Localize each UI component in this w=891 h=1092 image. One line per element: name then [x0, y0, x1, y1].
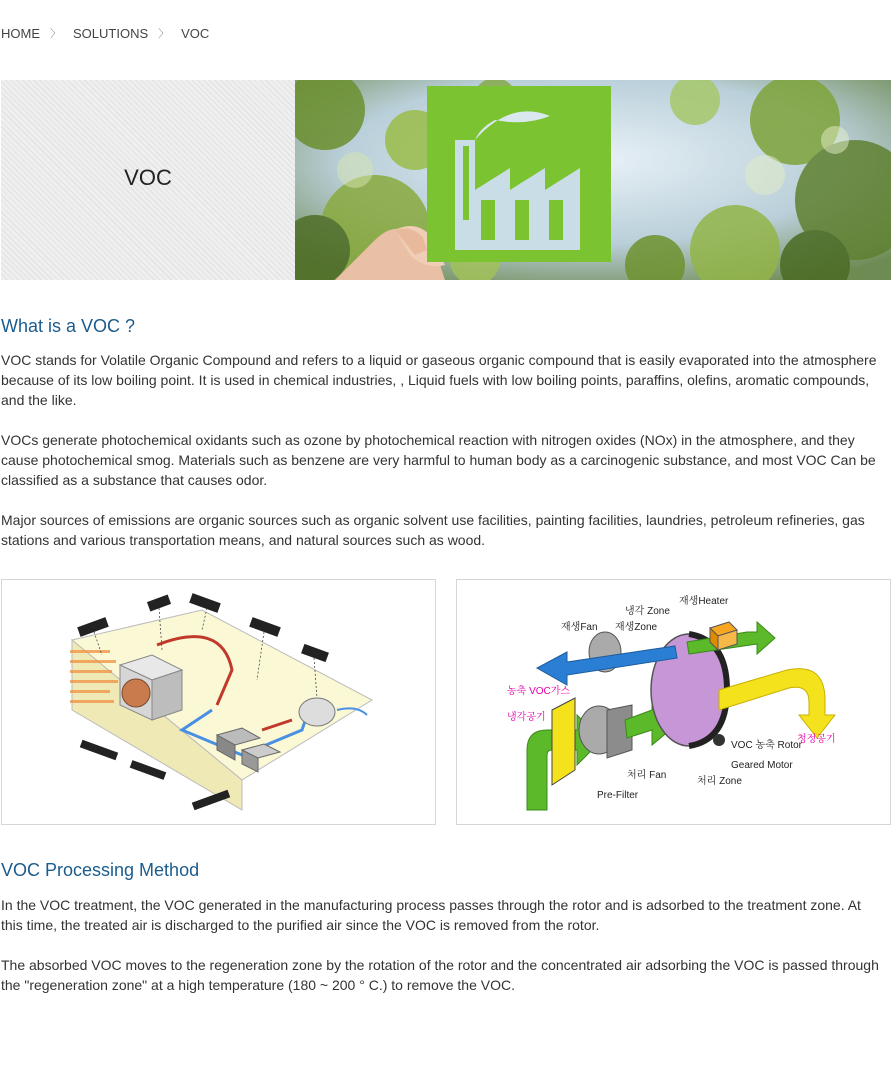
breadcrumb — [1, 25, 209, 41]
breadcrumb-voc[interactable]: VOC — [181, 25, 210, 41]
paragraph-voc-sources: Major sources of emissions are organic sources such as organic solvent use facilities, painting facilities, laundries, petroleum refineries, gas stations and various transportation means, and natural sources such as wood. — [1, 512, 865, 548]
voc-rotor-diagram — [457, 580, 890, 824]
factory-cutout-photo — [295, 80, 891, 280]
label-pre-filter: Pre-Filter — [597, 790, 639, 801]
label-geared-motor: Geared Motor — [731, 760, 793, 771]
label-concentrated-voc-gas: 농축 VOC가스 — [507, 686, 571, 697]
label-voc-rotor: VOC 농축 Rotor — [731, 740, 802, 751]
label-regen-fan: 재생Fan — [561, 622, 598, 633]
breadcrumb-solutions[interactable]: SOLUTIONS — [73, 25, 149, 41]
label-regen-zone: 재생Zone — [615, 622, 658, 633]
label-cool-zone: 냉각 Zone — [625, 606, 670, 617]
hero-title-panel — [1, 80, 295, 280]
label-process-zone: 처리 Zone — [697, 776, 742, 787]
figure-system-diagram — [1, 579, 436, 825]
paragraph-voc-definition: VOC stands for Volatile Organic Compound and refers to a liquid or gaseous organic compound that is easily evaporated into the atmosphere because of its low boiling point. It is used in chemical industries, , Liquid fuels with low boiling points, paraffins, olefins, aromatic compounds, and the like. — [1, 352, 877, 408]
paragraph-voc-effects: VOCs generate photochemical oxidants such as ozone by photochemical reaction with nitrogen oxides (NOx) in the atmosphere, and they cause photochemical smog. Materials such as benzene are very harmful to human body as a carcinogenic substance, and most VOC Can be classified as a substance that causes odor. — [1, 432, 876, 488]
label-process-fan: 처리 Fan — [627, 770, 667, 781]
page-title: VOC — [124, 165, 172, 190]
section-title-what-is-voc: What is a VOC ? — [1, 316, 136, 336]
label-regen-heater: 재생Heater — [679, 596, 729, 607]
chevron-right-icon: 〉 — [158, 28, 170, 40]
figure-rotor-diagram — [456, 579, 891, 825]
section-title-processing-method: VOC Processing Method — [1, 860, 200, 880]
hero-banner — [1, 80, 891, 280]
voc-system-isometric-diagram — [2, 580, 435, 824]
label-clean-air: 청정공기 — [797, 734, 836, 745]
breadcrumb-home[interactable]: HOME — [1, 25, 40, 41]
hero-image — [295, 80, 891, 280]
paragraph-processing-treatment: In the VOC treatment, the VOC generated in the manufacturing process passes through the rotor and is adsorbed to the treatment zone. At this time, the treated air is discharged to the purified air since the VOC is removed from the rotor. — [1, 897, 861, 933]
chevron-right-icon: 〉 — [50, 28, 61, 40]
paragraph-processing-regeneration: The absorbed VOC moves to the regeneration zone by the rotation of the rotor and the concentrated air adsorbing the VOC is passed through the "regeneration zone" at a high temperature (180 ~ 200 ° C.) to remove the VOC. — [1, 957, 879, 993]
label-cooling-air: 냉각공기 — [507, 712, 546, 723]
